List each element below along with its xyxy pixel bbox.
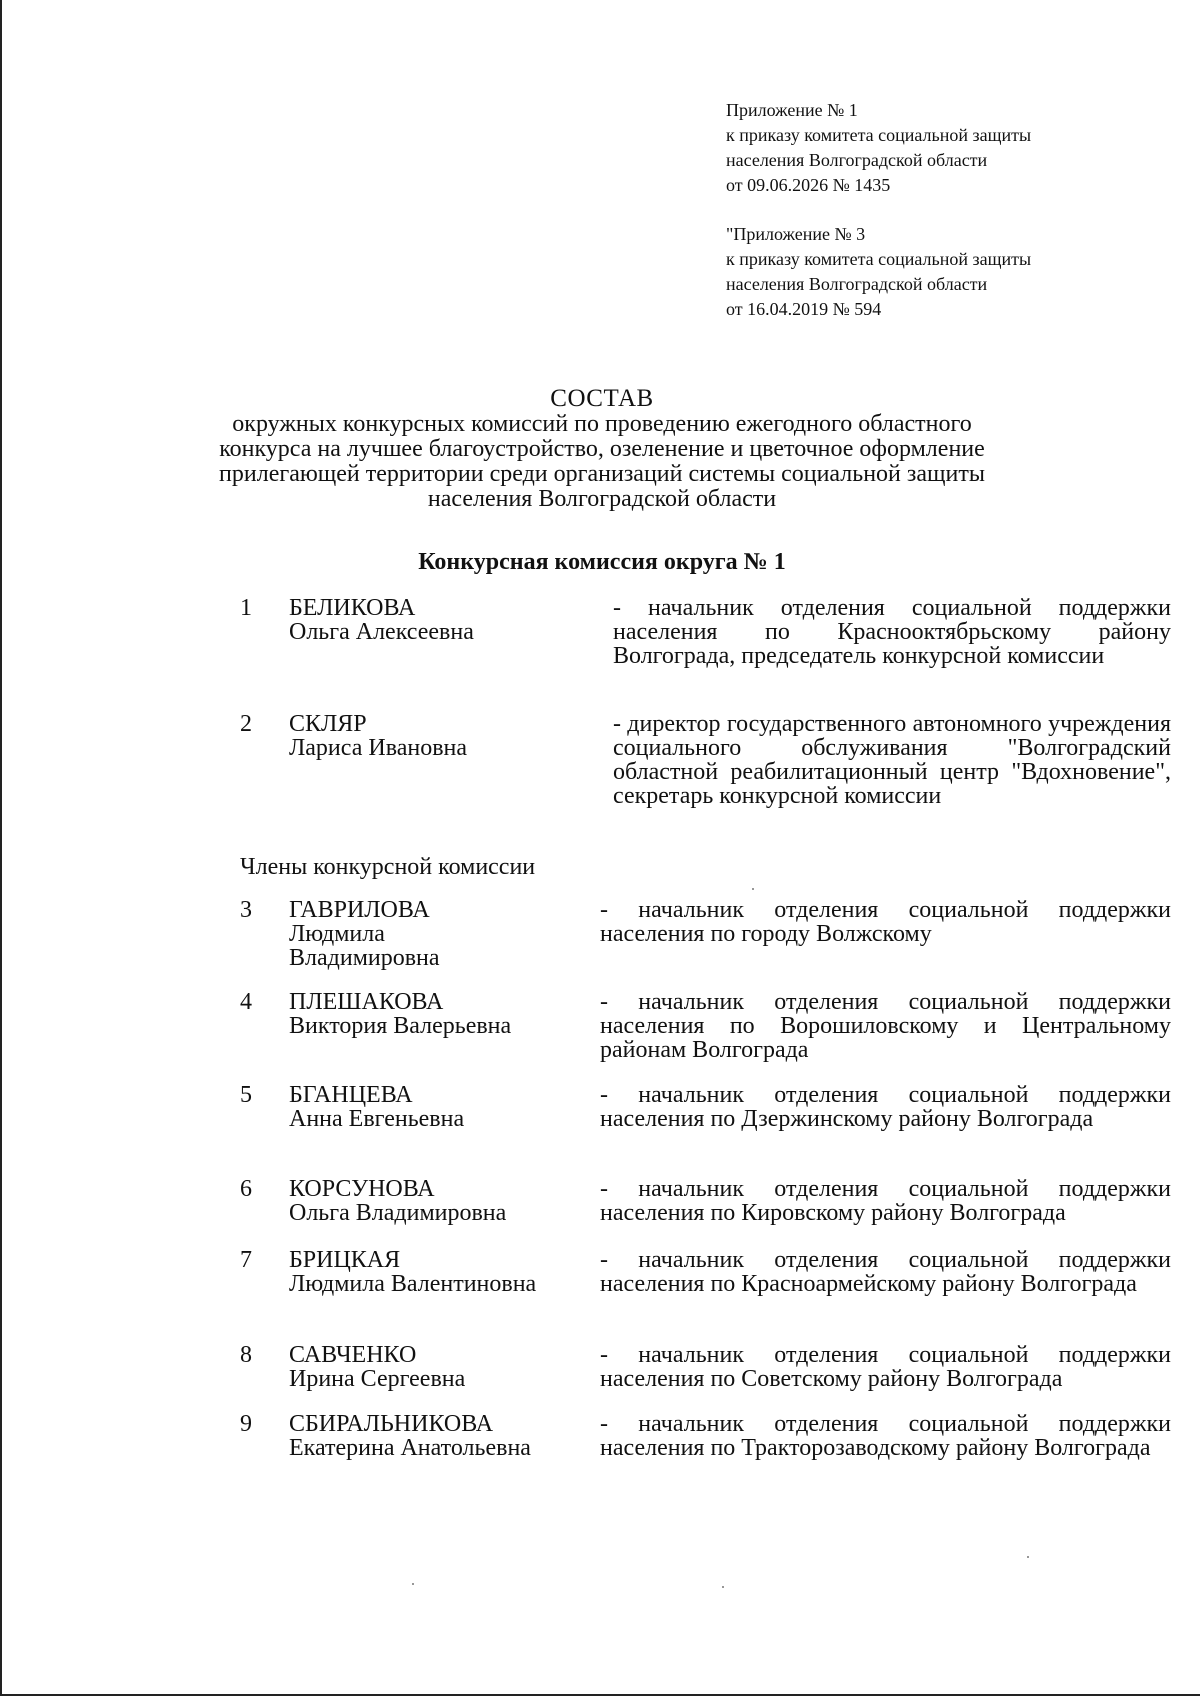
appendix-2-line: населения Волгоградской области bbox=[726, 274, 988, 294]
appendix-1-note bbox=[726, 98, 1031, 198]
member-given-name: Ольга Владимировна bbox=[289, 1200, 507, 1226]
appendix-2-note bbox=[726, 222, 1031, 322]
member-number: 9 bbox=[240, 1411, 252, 1437]
member-role: - начальник отделения социальной поддержки населения по Красноармейскому району Волгограда bbox=[600, 1247, 1171, 1297]
scan-speck bbox=[412, 1583, 414, 1585]
member-role: - начальник отделения социальной поддержки населения по Тракторозаводскому району Волгограда bbox=[600, 1411, 1171, 1461]
title-main: СОСТАВ bbox=[550, 385, 654, 412]
members-label: Члены конкурсной комиссии bbox=[240, 854, 536, 880]
member-name bbox=[289, 1083, 464, 1131]
member-name bbox=[289, 712, 467, 760]
member-role: - начальник отделения социальной поддержки населения по Краснооктябрьскому району Волгограда, председатель конкурсной комиссии bbox=[613, 595, 1171, 669]
member-role: - начальник отделения социальной поддержки населения по Ворошиловскому и Центральному районам Волгограда bbox=[600, 989, 1171, 1063]
title-subtitle-line: населения Волгоградской области bbox=[427, 486, 777, 512]
member-name bbox=[289, 1248, 536, 1296]
member-given-name: Виктория Валерьевна bbox=[289, 1013, 512, 1039]
member-number: 6 bbox=[240, 1176, 252, 1202]
scan-speck bbox=[1027, 1556, 1029, 1558]
appendix-2-line: "Приложение № 3 bbox=[726, 224, 866, 244]
appendix-1-line: Приложение № 1 bbox=[726, 100, 858, 120]
appendix-1-line: от 09.06.2026 № 1435 bbox=[726, 175, 891, 195]
member-surname: БГАНЦЕВА bbox=[289, 1082, 413, 1108]
title-subtitle-line: окружных конкурсных комиссий по проведению ежегодного областного bbox=[232, 411, 972, 437]
member-number: 7 bbox=[240, 1247, 252, 1273]
scan-speck bbox=[722, 1586, 724, 1588]
member-number: 4 bbox=[240, 989, 252, 1015]
document-title bbox=[152, 386, 1052, 512]
member-given-name: Екатерина Анатольевна bbox=[289, 1435, 531, 1461]
appendix-1-line: к приказу комитета социальной защиты bbox=[726, 125, 1032, 145]
member-name bbox=[289, 1412, 531, 1460]
appendix-1-line: населения Волгоградской области bbox=[726, 150, 988, 170]
member-surname: СБИРАЛЬНИКОВА bbox=[289, 1411, 494, 1437]
commission-heading: Конкурсная комиссия округа № 1 bbox=[418, 549, 786, 575]
member-name bbox=[289, 990, 511, 1038]
member-given-name: Ирина Сергеевна bbox=[289, 1366, 466, 1392]
member-number: 3 bbox=[240, 897, 252, 923]
scan-speck bbox=[752, 888, 754, 890]
title-subtitle-line: конкурса на лучшее благоустройство, озеленение и цветочное оформление bbox=[219, 436, 985, 462]
member-given-name: Людмила bbox=[289, 921, 385, 947]
title-subtitle-line: прилегающей территории среди организаций системы социальной защиты bbox=[219, 461, 985, 487]
member-surname: САВЧЕНКО bbox=[289, 1342, 417, 1368]
member-surname: БРИЦКАЯ bbox=[289, 1247, 401, 1273]
member-role: - начальник отделения социальной поддержки населения по городу Волжскому bbox=[600, 897, 1171, 947]
member-surname: КОРСУНОВА bbox=[289, 1176, 435, 1202]
appendix-2-line: к приказу комитета социальной защиты bbox=[726, 249, 1032, 269]
member-name bbox=[289, 1343, 465, 1391]
member-number: 5 bbox=[240, 1082, 252, 1108]
member-role: - директор государственного автономного учреждения социального обслуживания "Волгоградский областной реабилитационный центр "Вдохновение", секретарь конкурсной комиссии bbox=[613, 711, 1171, 809]
member-name bbox=[289, 596, 474, 644]
member-surname: ГАВРИЛОВА bbox=[289, 897, 430, 923]
member-given-name: Ольга Алексеевна bbox=[289, 619, 474, 645]
member-surname: ПЛЕШАКОВА bbox=[289, 989, 444, 1015]
member-role: - начальник отделения социальной поддержки населения по Кировскому району Волгограда bbox=[600, 1176, 1171, 1226]
member-given-name: Людмила Валентиновна bbox=[289, 1271, 537, 1297]
member-patronymic: Владимировна bbox=[289, 945, 440, 971]
member-role: - начальник отделения социальной поддержки населения по Советскому району Волгограда bbox=[600, 1342, 1171, 1392]
member-surname: СКЛЯР bbox=[289, 711, 367, 737]
member-name bbox=[289, 1177, 506, 1225]
appendix-2-line: от 16.04.2019 № 594 bbox=[726, 299, 882, 319]
member-given-name: Анна Евгеньевна bbox=[289, 1106, 465, 1132]
member-number: 1 bbox=[240, 595, 252, 621]
member-surname: БЕЛИКОВА bbox=[289, 595, 416, 621]
member-number: 2 bbox=[240, 711, 252, 737]
member-given-name: Лариса Ивановна bbox=[289, 735, 468, 761]
member-role: - начальник отделения социальной поддержки населения по Дзержинскому району Волгограда bbox=[600, 1082, 1171, 1132]
member-name bbox=[289, 898, 440, 970]
member-number: 8 bbox=[240, 1342, 252, 1368]
